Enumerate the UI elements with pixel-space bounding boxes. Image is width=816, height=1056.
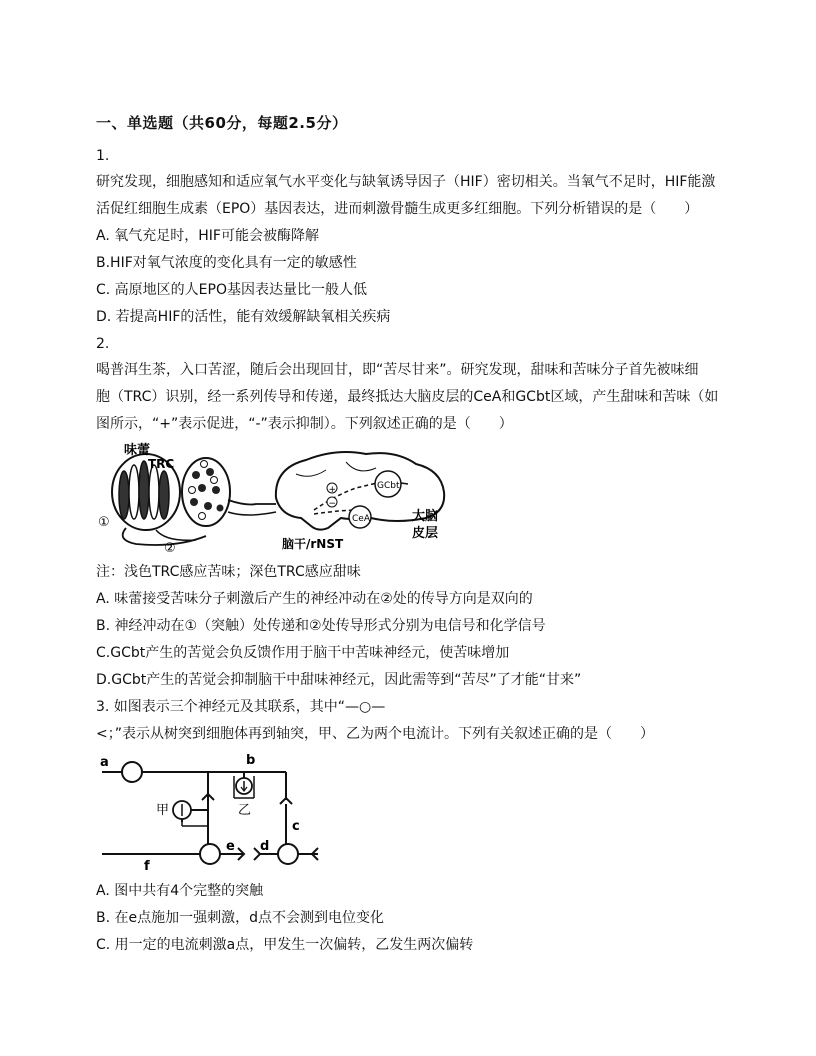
q3-option-c: C. 用一定的电流刺激a点，甲发生一次偏转，乙发生两次偏转 [96, 937, 474, 953]
label-cortex-line2: 皮层 [412, 526, 439, 541]
q2-option-a: A. 味蕾接受苦味分子刺激后产生的神经冲动在②处的传导方向是双向的 [96, 591, 533, 607]
q2-stem-line1: 喝普洱生茶，入口苦涩，随后会出现回甘，即“苦尽甘来”。研究发现，甜味和苦味分子首先被味细 [96, 362, 699, 378]
label-f: f [144, 859, 150, 874]
q2-number: 2. [96, 336, 110, 352]
label-gcbt: GCbt [377, 481, 400, 491]
label-circle-1: ① [98, 515, 110, 530]
q3-option-a: A. 图中共有4个完整的突触 [96, 883, 264, 899]
q1-option-c: C. 高原地区的人EPO基因表达量比一般人低 [96, 282, 367, 298]
q1-option-b: B.HIF对氧气浓度的变化具有一定的敏感性 [96, 255, 357, 271]
label-a: a [100, 755, 109, 770]
label-yi: 乙 [238, 803, 252, 818]
label-cea: CeA [352, 514, 370, 524]
label-e: e [226, 839, 235, 854]
label-taste-bud: 味蕾 [124, 443, 151, 458]
q2-option-c: C.GCbt产生的苦觉会负反馈作用于脑干中苦味神经元，使苦味增加 [96, 645, 510, 661]
q2-option-b: B. 神经冲动在①（突触）处传递和②处传导形式分别为电信号和化学信号 [96, 618, 546, 634]
q2-stem-line3: 图所示，“+”表示促进，“-”表示抑制）。下列叙述正确的是（ ） [96, 416, 513, 432]
q1-option-d: D. 若提高HIF的活性，能有效缓解缺氧相关疾病 [96, 309, 391, 325]
label-brainstem: 脑干/rNST [282, 537, 344, 551]
q2-option-d: D.GCbt产生的苦觉会抑制脑干中甜味神经元，因此需等到“苦尽”了才能“甘来” [96, 672, 582, 688]
section-title: 一、单选题（共60分，每题2.5分） [96, 114, 348, 132]
q3-stem-line2: <；”表示从树突到细胞体再到轴突，甲、乙为两个电流计。下列有关叙述正确的是（ ） [96, 726, 654, 742]
label-b: b [246, 753, 256, 768]
q1-number: 1. [96, 148, 110, 164]
q1-stem-line1: 研究发现，细胞感知和适应氧气水平变化与缺氧诱导因子（HIF）密切相关。当氧气不足时，HIF能激 [96, 174, 716, 190]
q2-note: 注：浅色TRC感应苦味；深色TRC感应甜味 [96, 564, 361, 580]
label-d: d [260, 839, 270, 854]
q1-option-a: A. 氧气充足时，HIF可能会被酶降解 [96, 228, 319, 244]
q2-stem-line2: 胞（TRC）识别，经一系列传导和传递，最终抵达大脑皮层的CeA和GCbt区域，产生甜味和苦味（如 [96, 389, 719, 405]
label-minus: − [328, 499, 337, 509]
label-circle-2: ② [164, 541, 176, 556]
label-trc: TRC [148, 457, 175, 471]
q3-option-b: B. 在e点施加一强刺激，d点不会测到电位变化 [96, 910, 385, 926]
neuron-circuit-figure [96, 750, 336, 876]
q1-stem-line2: 活促红细胞生成素（EPO）基因表达，进而刺激骨髓生成更多红细胞。下列分析错误的是（ ） [96, 201, 699, 217]
label-plus: + [328, 485, 337, 495]
label-cortex-line1: 大脑 [412, 509, 439, 524]
label-c: c [292, 819, 300, 834]
label-jia: 甲 [156, 803, 170, 818]
taste-pathway-figure [96, 440, 456, 558]
q3-stem-line1: 3. 如图表示三个神经元及其联系，其中“—○— [96, 699, 386, 715]
